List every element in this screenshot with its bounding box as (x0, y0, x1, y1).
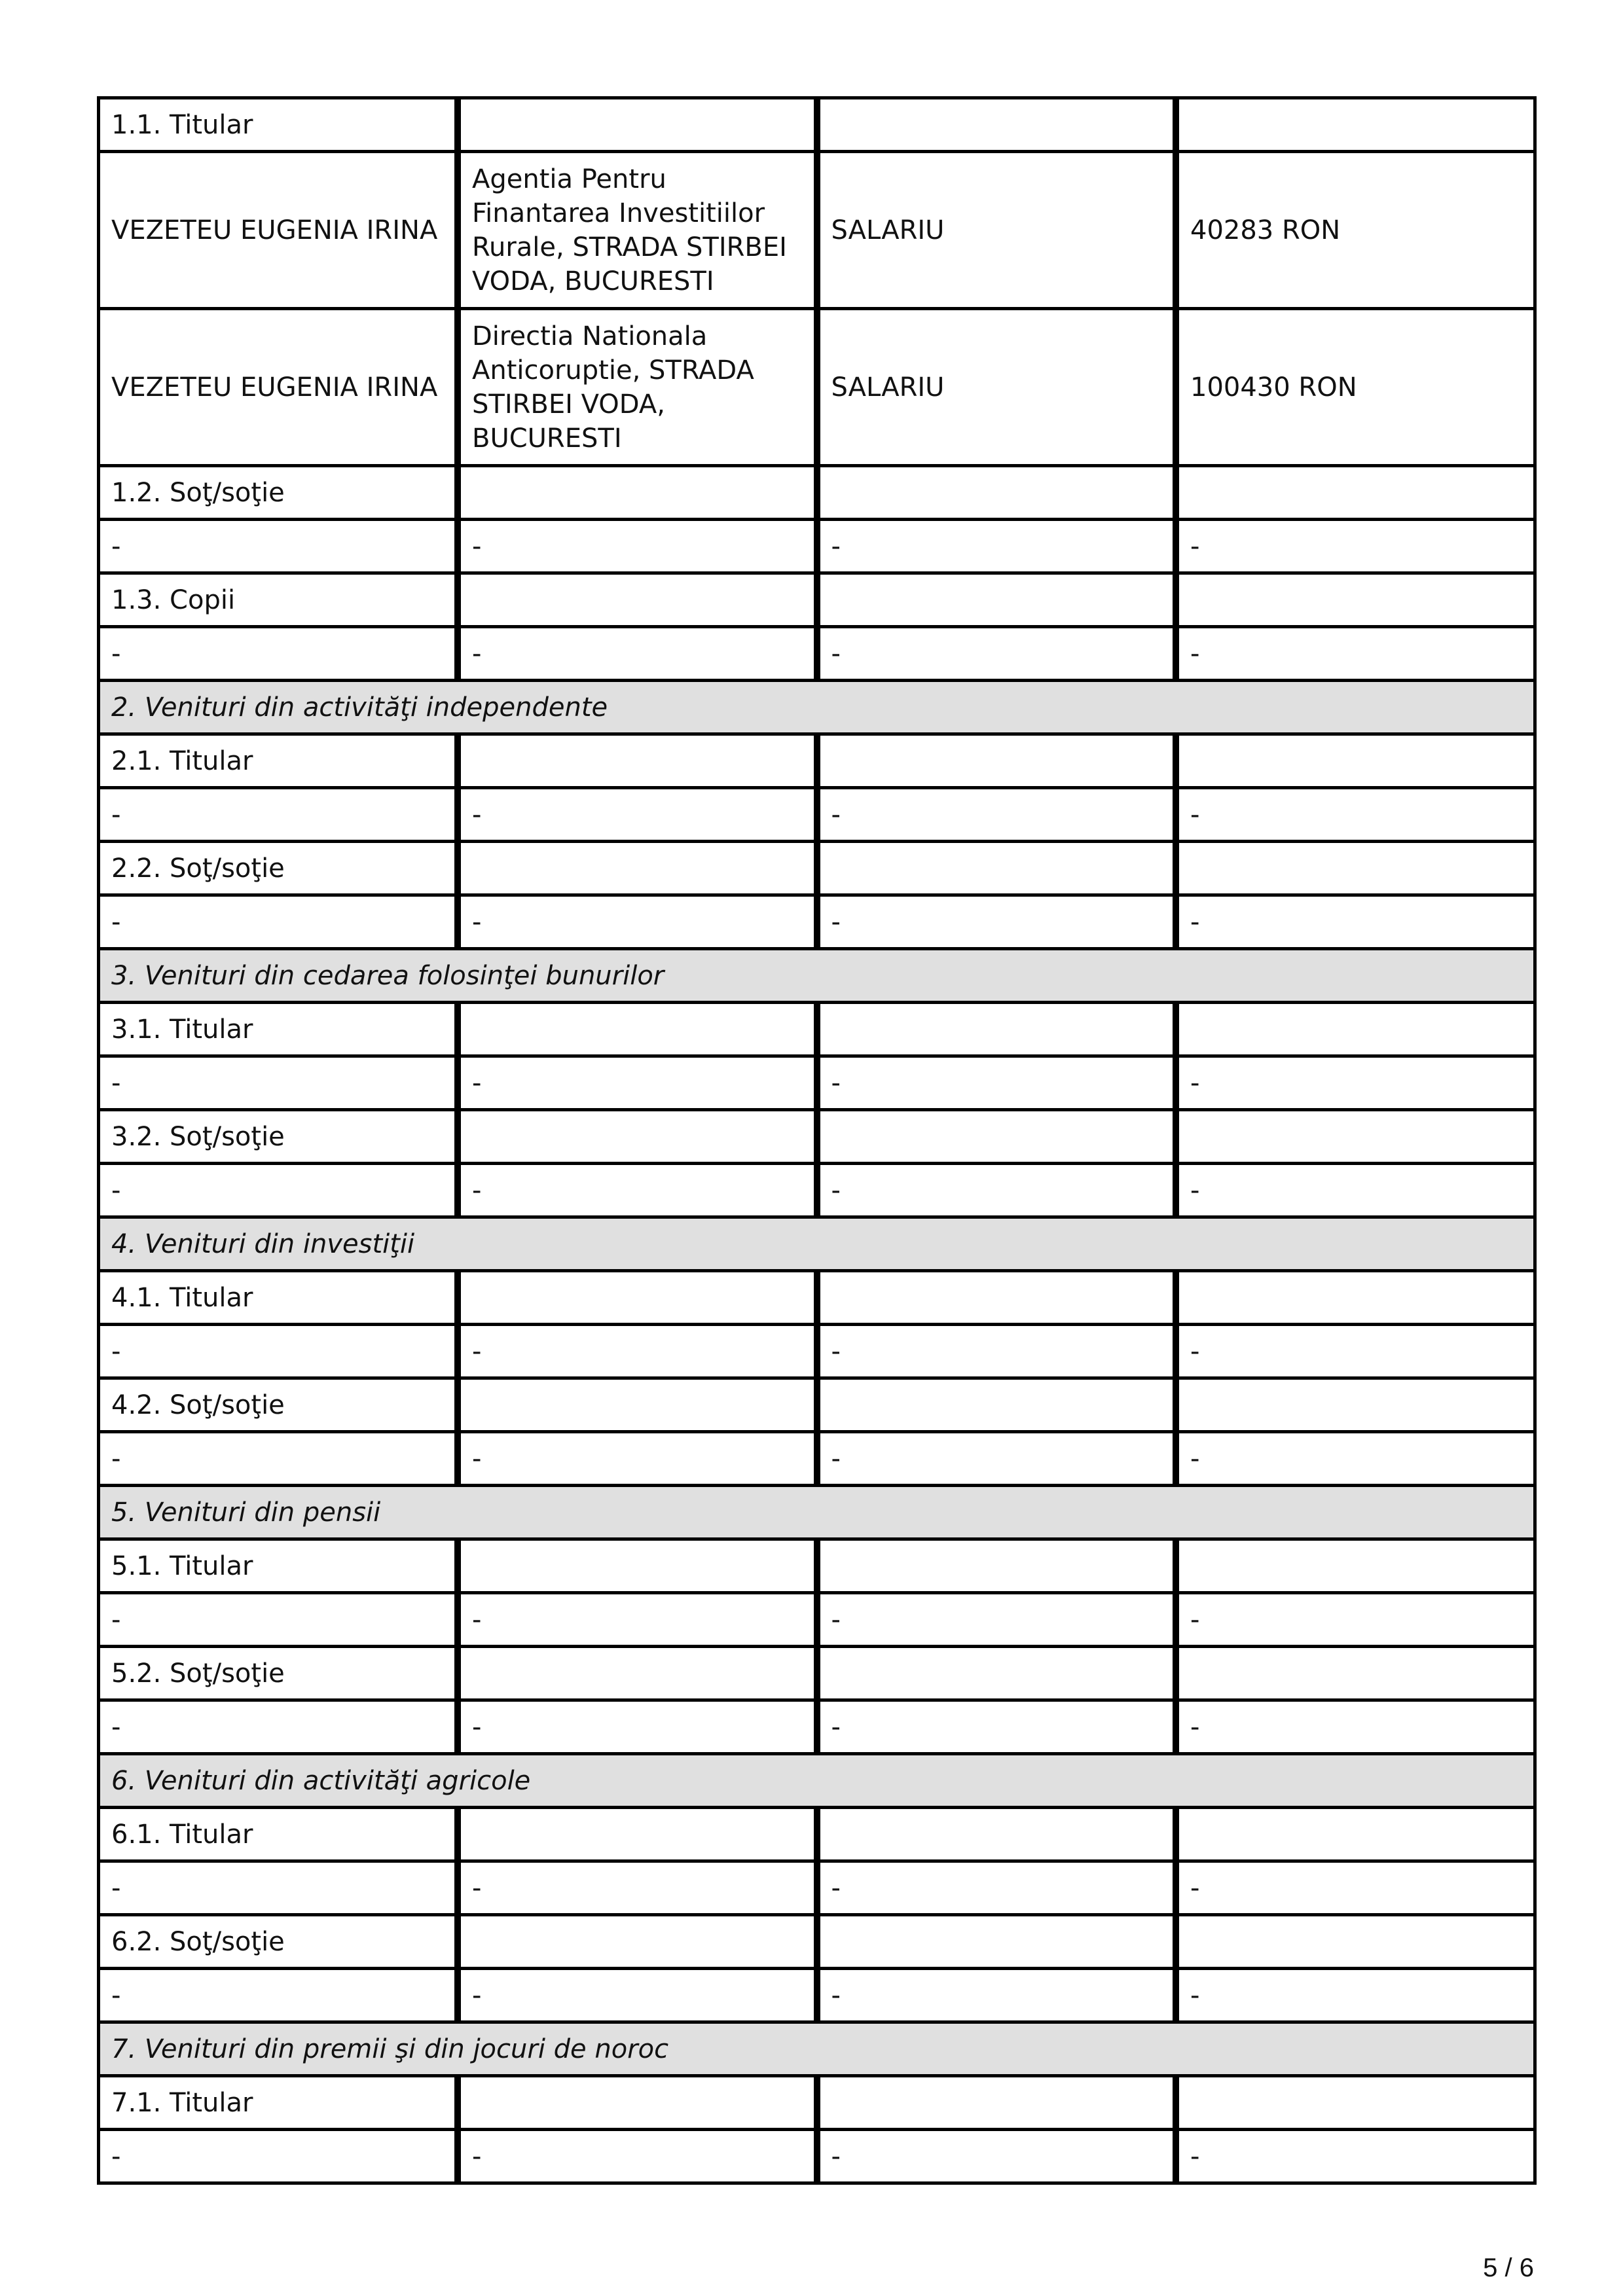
table-row (99, 520, 1535, 573)
table-cell (817, 466, 1176, 520)
table-cell: - (817, 895, 1176, 949)
table-cell (817, 1003, 1176, 1056)
table-cell: - (458, 1056, 817, 1110)
table-row (99, 1593, 1535, 1647)
table-cell: - (817, 1325, 1176, 1378)
table-cell: 1.2. Soţ/soţie (99, 466, 458, 520)
table-cell: - (1176, 895, 1535, 949)
table-cell (1176, 842, 1535, 895)
income-table-body (99, 98, 1535, 2183)
table-cell: - (458, 895, 817, 949)
table-cell (458, 573, 817, 627)
table-cell: - (817, 1861, 1176, 1915)
table-row (99, 1915, 1535, 1969)
table-cell: - (817, 1969, 1176, 2022)
table-cell (458, 1647, 817, 1700)
table-cell: 3.2. Soţ/soţie (99, 1110, 458, 1164)
table-cell (817, 573, 1176, 627)
table-cell: - (99, 627, 458, 681)
table-cell: - (99, 1432, 458, 1486)
section-title: 4. Venituri din investiţii (99, 1217, 1535, 1271)
table-cell: - (1176, 1056, 1535, 1110)
table-cell (817, 842, 1176, 895)
table-cell: - (817, 1432, 1176, 1486)
table-cell: - (1176, 627, 1535, 681)
table-row (99, 98, 1535, 152)
table-cell: - (99, 788, 458, 842)
table-cell: - (1176, 2130, 1535, 2183)
table-cell: - (99, 1861, 458, 1915)
table-cell: - (817, 1700, 1176, 1754)
table-cell (817, 1915, 1176, 1969)
table-row (99, 2130, 1535, 2183)
table-cell: - (99, 1969, 458, 2022)
table-cell: - (99, 1593, 458, 1647)
table-row (99, 1539, 1535, 1593)
table-cell: - (817, 520, 1176, 573)
table-cell: 3.1. Titular (99, 1003, 458, 1056)
table-row (99, 573, 1535, 627)
table-cell: Directia Nationala Anticoruptie, STRADA STIRBEI VODA, BUCURESTI (458, 309, 817, 466)
table-row (99, 1700, 1535, 1754)
table-cell (1176, 98, 1535, 152)
table-cell: 4.1. Titular (99, 1271, 458, 1325)
table-cell (458, 734, 817, 788)
table-cell: - (458, 1700, 817, 1754)
table-cell (1176, 1539, 1535, 1593)
table-row (99, 1647, 1535, 1700)
section-header-row (99, 2022, 1535, 2076)
table-cell: 40283 RON (1176, 152, 1535, 309)
table-cell: VEZETEU EUGENIA IRINA (99, 309, 458, 466)
table-cell (817, 1808, 1176, 1861)
table-cell: - (817, 627, 1176, 681)
table-cell: - (1176, 788, 1535, 842)
table-cell: 6.1. Titular (99, 1808, 458, 1861)
table-cell (458, 1003, 817, 1056)
table-cell (817, 98, 1176, 152)
table-cell: 5.2. Soţ/soţie (99, 1647, 458, 1700)
section-header-row (99, 949, 1535, 1003)
table-cell (817, 1378, 1176, 1432)
table-row (99, 1325, 1535, 1378)
table-row (99, 1432, 1535, 1486)
table-row (99, 2076, 1535, 2130)
table-cell: - (458, 1325, 817, 1378)
table-row (99, 788, 1535, 842)
table-cell (458, 466, 817, 520)
table-row (99, 1378, 1535, 1432)
section-title: 7. Venituri din premii şi din jocuri de noroc (99, 2022, 1535, 2076)
table-row (99, 1164, 1535, 1217)
section-title: 5. Venituri din pensii (99, 1486, 1535, 1539)
table-cell (1176, 1915, 1535, 1969)
table-cell: - (1176, 1325, 1535, 1378)
table-cell: - (99, 2130, 458, 2183)
table-cell: - (1176, 1861, 1535, 1915)
table-cell (1176, 2076, 1535, 2130)
table-row (99, 734, 1535, 788)
table-cell (458, 98, 817, 152)
table-cell: - (99, 1164, 458, 1217)
section-title: 2. Venituri din activităţi independente (99, 681, 1535, 734)
table-cell (458, 1271, 817, 1325)
table-row (99, 152, 1535, 309)
section-header-row (99, 1486, 1535, 1539)
table-cell: SALARIU (817, 152, 1176, 309)
table-row (99, 309, 1535, 466)
table-row (99, 466, 1535, 520)
table-cell: - (1176, 520, 1535, 573)
income-table (97, 96, 1537, 2185)
table-cell: - (99, 895, 458, 949)
table-cell: - (458, 1164, 817, 1217)
table-cell: SALARIU (817, 309, 1176, 466)
table-cell: - (1176, 1700, 1535, 1754)
table-row (99, 895, 1535, 949)
table-cell (1176, 1110, 1535, 1164)
table-cell: - (1176, 1164, 1535, 1217)
table-cell (1176, 1647, 1535, 1700)
table-row (99, 1808, 1535, 1861)
table-cell: 4.2. Soţ/soţie (99, 1378, 458, 1432)
table-cell: - (817, 2130, 1176, 2183)
table-cell: 6.2. Soţ/soţie (99, 1915, 458, 1969)
table-cell: 2.1. Titular (99, 734, 458, 788)
table-cell: - (817, 788, 1176, 842)
table-cell: - (99, 1056, 458, 1110)
section-title: 6. Venituri din activităţi agricole (99, 1754, 1535, 1808)
table-cell: - (817, 1056, 1176, 1110)
table-cell (817, 1539, 1176, 1593)
table-cell: 1.1. Titular (99, 98, 458, 152)
table-cell: - (458, 1593, 817, 1647)
table-cell (817, 1647, 1176, 1700)
table-cell (1176, 1808, 1535, 1861)
table-row (99, 627, 1535, 681)
table-cell: - (99, 1700, 458, 1754)
table-cell (1176, 1271, 1535, 1325)
table-cell: - (1176, 1593, 1535, 1647)
section-header-row (99, 1217, 1535, 1271)
table-cell (817, 2076, 1176, 2130)
table-cell (1176, 1378, 1535, 1432)
table-cell: Agentia Pentru Finantarea Investitiilor Rurale, STRADA STIRBEI VODA, BUCURESTI (458, 152, 817, 309)
table-cell: - (458, 2130, 817, 2183)
table-row (99, 1271, 1535, 1325)
table-cell (1176, 466, 1535, 520)
table-row (99, 1861, 1535, 1915)
table-cell: - (1176, 1969, 1535, 2022)
table-row (99, 1969, 1535, 2022)
table-cell: - (99, 520, 458, 573)
table-cell (1176, 734, 1535, 788)
table-cell: - (458, 1861, 817, 1915)
table-cell (458, 1378, 817, 1432)
table-cell: - (458, 1432, 817, 1486)
table-cell: 2.2. Soţ/soţie (99, 842, 458, 895)
table-cell (458, 1110, 817, 1164)
table-cell: 5.1. Titular (99, 1539, 458, 1593)
table-row (99, 1056, 1535, 1110)
table-cell: - (458, 520, 817, 573)
table-cell (817, 734, 1176, 788)
table-cell (458, 1808, 817, 1861)
table-cell (1176, 1003, 1535, 1056)
table-cell: - (458, 1969, 817, 2022)
table-row (99, 1110, 1535, 1164)
table-cell: - (1176, 1432, 1535, 1486)
section-header-row (99, 681, 1535, 734)
table-cell: 7.1. Titular (99, 2076, 458, 2130)
table-cell (458, 842, 817, 895)
table-row (99, 842, 1535, 895)
table-cell (817, 1110, 1176, 1164)
table-cell: 1.3. Copii (99, 573, 458, 627)
table-cell (458, 1915, 817, 1969)
table-cell (817, 1271, 1176, 1325)
table-cell: - (817, 1593, 1176, 1647)
table-cell: - (817, 1164, 1176, 1217)
section-title: 3. Venituri din cedarea folosinţei bunurilor (99, 949, 1535, 1003)
table-cell: - (458, 627, 817, 681)
page-number: 5 / 6 (1483, 2253, 1534, 2282)
table-cell: - (458, 788, 817, 842)
section-header-row (99, 1754, 1535, 1808)
table-cell (458, 1539, 817, 1593)
table-cell: VEZETEU EUGENIA IRINA (99, 152, 458, 309)
table-cell: 100430 RON (1176, 309, 1535, 466)
table-cell: - (99, 1325, 458, 1378)
table-cell (458, 2076, 817, 2130)
table-row (99, 1003, 1535, 1056)
table-cell (1176, 573, 1535, 627)
